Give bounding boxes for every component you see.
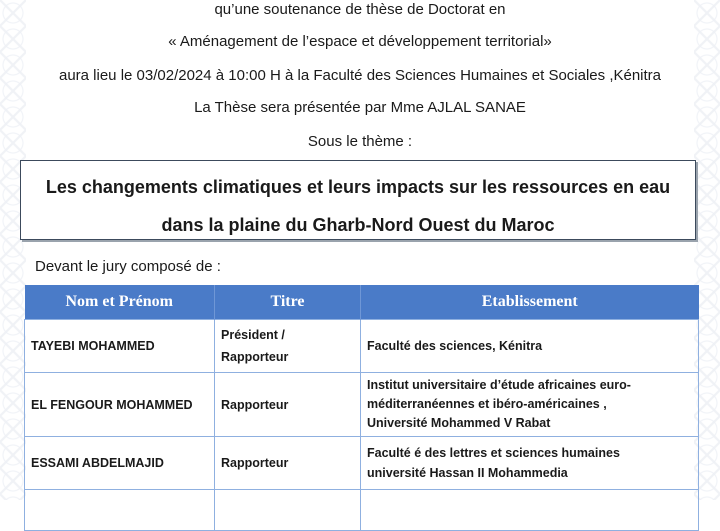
member-institution xyxy=(361,320,699,373)
member-name xyxy=(25,490,215,531)
member-institution-line: Faculté é des lettres et sciences humaines xyxy=(367,446,620,460)
announcement-line-4: La Thèse sera présentée par Mme AJLAL SANAE xyxy=(194,99,526,116)
member-institution xyxy=(361,490,699,531)
table-row xyxy=(25,320,699,373)
member-title xyxy=(215,373,361,437)
member-institution xyxy=(361,437,699,490)
theme-line-1: Les changements climatiques et leurs impacts sur les ressources en eau xyxy=(45,177,671,197)
member-name: TAYEBI MOHAMMED xyxy=(25,320,215,373)
member-institution-line: Université Mohammed V Rabat xyxy=(367,416,551,430)
member-title-line: Président / xyxy=(221,328,285,342)
header-institution: Etablissement xyxy=(361,285,699,320)
table-row xyxy=(25,373,699,437)
member-title xyxy=(215,490,361,531)
announcement-line-5: Sous le thème : xyxy=(307,133,413,150)
member-title-line: Rapporteur xyxy=(221,456,289,470)
member-title xyxy=(215,437,361,490)
member-institution-line: Institut universitaire d’étude africaines euro- xyxy=(367,378,631,392)
table-row xyxy=(25,437,699,490)
member-institution-line: université Hassan II Mohammedia xyxy=(367,466,568,480)
announcement-line-3: aura lieu le 03/02/2024 à 10:00 H à la Faculté des Sciences Humaines et Sociales ,Kénitra xyxy=(58,67,662,84)
header-name: Nom et Prénom xyxy=(25,285,215,320)
header-title: Titre xyxy=(215,285,361,320)
member-title-line: Rapporteur xyxy=(221,397,289,412)
member-name: ESSAMI ABDELMAJID xyxy=(25,437,215,490)
member-name: EL FENGOUR MOHAMMED xyxy=(25,373,215,437)
member-institution-line: méditerranéennes et ibéro-américaines , xyxy=(367,397,607,411)
announcement-line-2: « Aménagement de l’espace et développement territorial» xyxy=(168,33,552,50)
table-row xyxy=(25,490,699,531)
member-institution xyxy=(361,373,699,437)
thesis-theme-box xyxy=(20,160,696,240)
member-title-line: Rapporteur xyxy=(221,350,289,364)
table-header-row xyxy=(25,285,699,320)
theme-line-2: dans la plaine du Gharb-Nord Ouest du Maroc xyxy=(161,215,555,235)
member-institution-line: Faculté des sciences, Kénitra xyxy=(367,339,543,353)
announcement-line-1: qu’une soutenance de thèse de Doctorat en xyxy=(214,1,506,18)
jury-label: Devant le jury composé de : xyxy=(35,258,221,275)
member-title xyxy=(215,320,361,373)
jury-table xyxy=(24,285,699,531)
